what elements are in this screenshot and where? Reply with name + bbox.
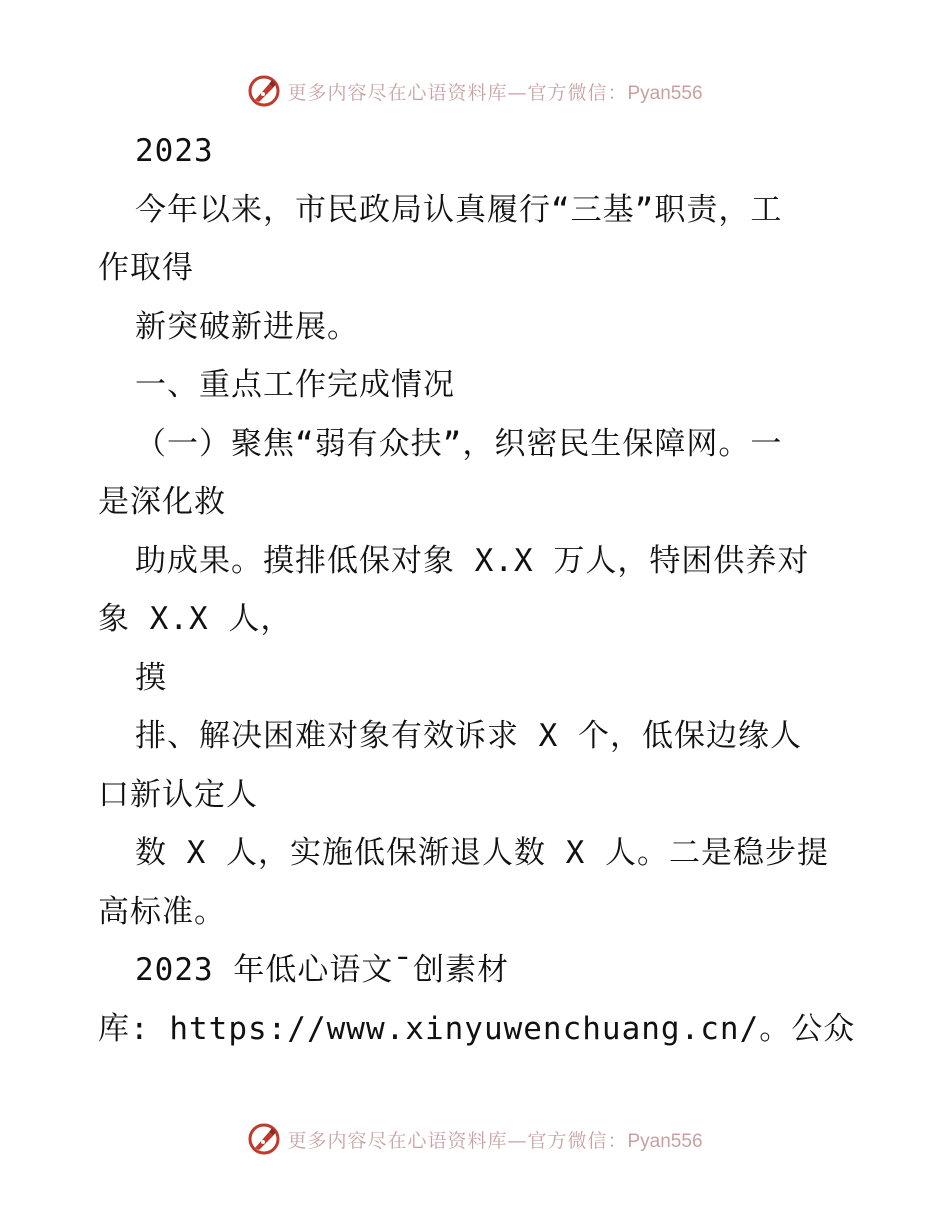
text-line: 高标准。 xyxy=(98,893,226,930)
text-line: 新突破新进展。 xyxy=(135,308,359,345)
document-body xyxy=(98,122,858,1058)
text-line: 数 X 人，实施低保渐退人数 X 人。二是稳步提 xyxy=(135,835,829,871)
text-line: 助成果。摸排低保对象 X.X 万人，特困供养对 xyxy=(135,542,810,579)
text-line: 2023 xyxy=(135,133,214,169)
text-line: 口新认定人 xyxy=(98,776,258,813)
text-line: （一）聚焦“弱有众扶”，织密民生保障网。一 xyxy=(135,425,783,462)
text-line: 摸 xyxy=(135,659,167,696)
text-line: 今年以来，市民政局认真履行“三基”职责，工 xyxy=(135,191,783,228)
text-line: 一、重点工作完成情况 xyxy=(135,367,455,403)
text-line: 作取得 xyxy=(98,250,194,286)
watermark-text: 更多内容尽在心语资料库—官方微信：Pyan556 xyxy=(287,81,703,104)
footer-watermark xyxy=(0,1119,950,1159)
pen-logo-icon xyxy=(247,1122,281,1156)
text-line: 是深化救 xyxy=(98,484,226,520)
text-line: 排、解决困难对象有效诉求 X 个，低保边缘人 xyxy=(135,718,802,754)
text-line: 2023 年低心语文¯创素材 xyxy=(135,952,509,988)
text-line: 库: https://www.xinyuwenchuang.cn/。公众 xyxy=(98,1010,856,1047)
watermark-text: 更多内容尽在心语资料库—官方微信：Pyan556 xyxy=(287,1129,703,1152)
pen-logo-icon xyxy=(247,74,281,108)
header-watermark xyxy=(0,71,950,111)
text-line: 象 X.X 人， xyxy=(98,601,293,637)
